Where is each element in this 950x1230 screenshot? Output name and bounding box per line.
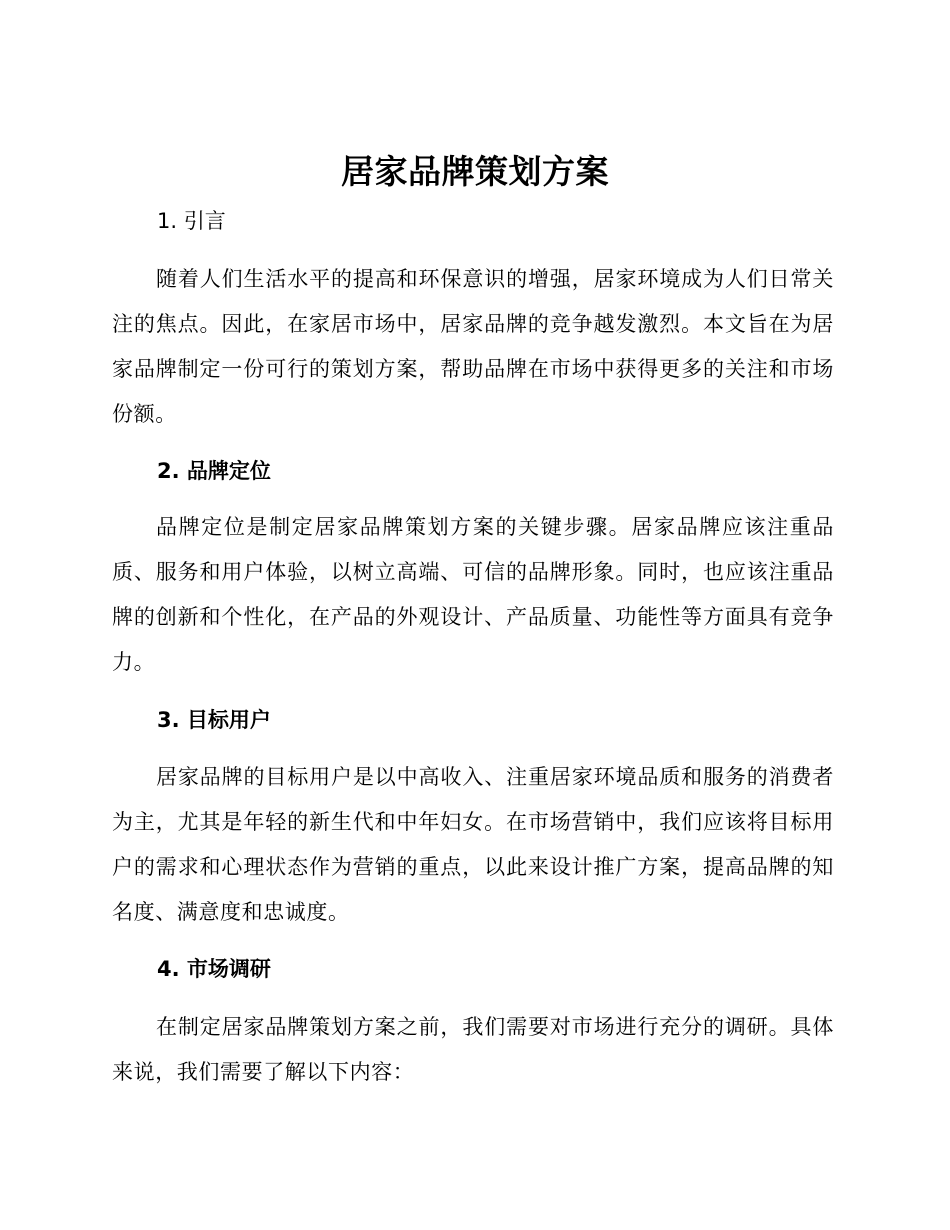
- section-paragraph-brand-positioning: 品牌定位是制定居家品牌策划方案的关键步骤。居家品牌应该注重品质、服务和用户体验，以树立高端、可信的品牌形象。同时，也应该注重品牌的创新和个性化，在产品的外观设计、产品质量、功能性等方面具有竞争力。: [112, 515, 834, 674]
- section-paragraph-introduction: 随着人们生活水平的提高和环保意识的增强，居家环境成为人们日常关注的焦点。因此，在家居市场中，居家品牌的竞争越发激烈。本文旨在为居家品牌制定一份可行的策划方案，帮助品牌在市场中获得更多的关注和市场份额。: [112, 267, 834, 426]
- section-paragraph-target-users: 居家品牌的目标用户是以中高收入、注重居家环境品质和服务的消费者为主，尤其是年轻的新生代和中年妇女。在市场营销中，我们应该将目标用户的需求和心理状态作为营销的重点，以此来设计推广方案，提高品牌的知名度、满意度和忠诚度。: [112, 765, 834, 924]
- section-heading-market-research: 4. 市场调研: [157, 957, 271, 981]
- document-title: 居家品牌策划方案: [341, 152, 609, 191]
- section-heading-brand-positioning: 2. 品牌定位: [157, 459, 271, 483]
- section-heading-target-users: 3. 目标用户: [157, 708, 271, 732]
- section-heading-introduction: 1. 引言: [157, 209, 226, 233]
- section-paragraph-market-research: 在制定居家品牌策划方案之前，我们需要对市场进行充分的调研。具体来说，我们需要了解以下内容：: [112, 1015, 834, 1084]
